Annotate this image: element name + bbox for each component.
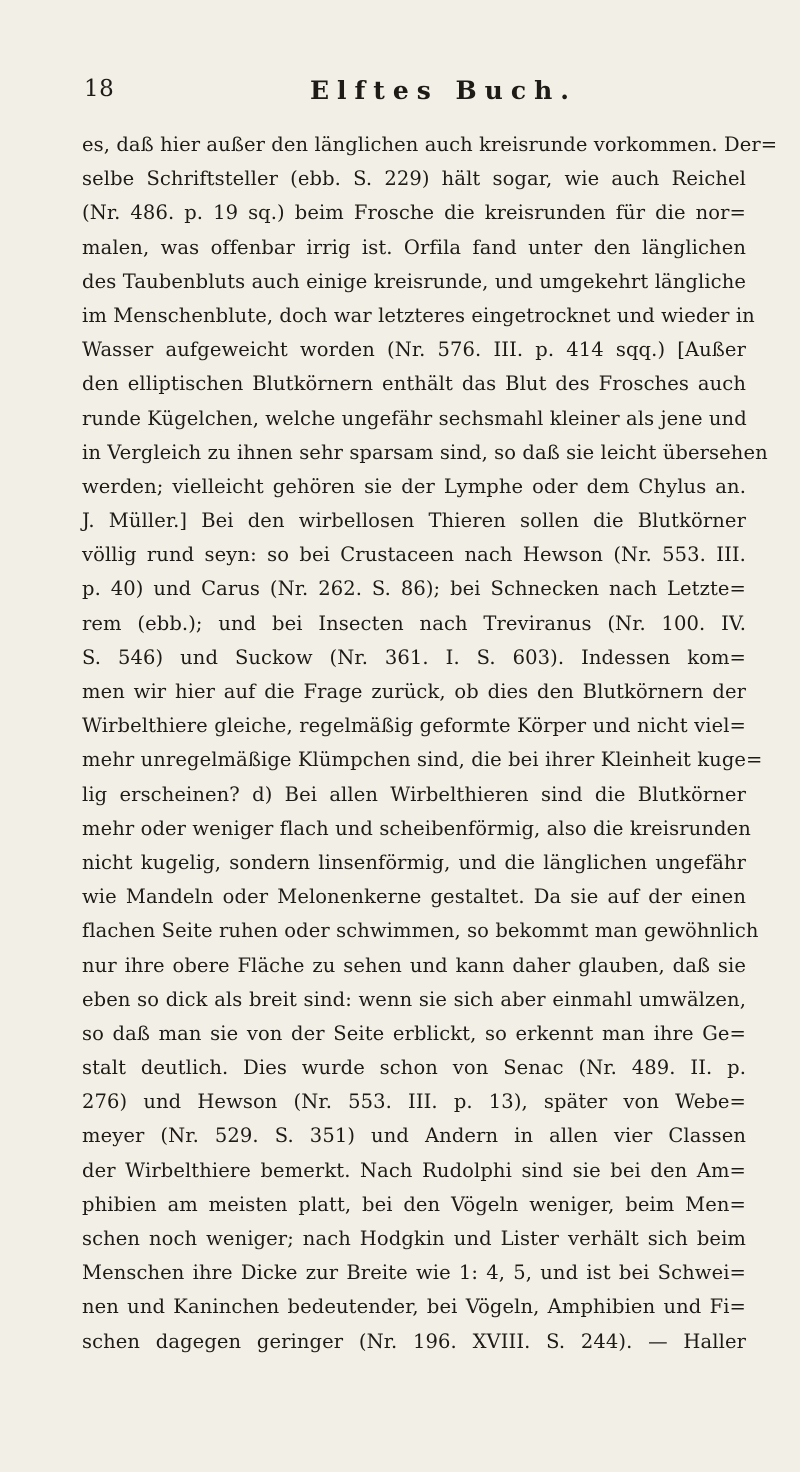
text-line: flachen Seite ruhen oder schwimmen, so bekommt man gewöhnlich [82, 919, 759, 943]
text-line: S. 546) und Suckow (Nr. 361. I. S. 603). Indessen kom= [82, 645, 746, 669]
running-title: Elftes Buch. [310, 76, 577, 105]
text-line: 276) und Hewson (Nr. 553. III. p. 13), später von Webe= [82, 1090, 746, 1114]
text-line: des Taubenbluts auch einige kreisrunde, und umgekehrt längliche [82, 269, 746, 293]
body-text [82, 128, 778, 1359]
text-line: Menschen ihre Dicke zur Breite wie 1: 4, 5, und ist bei Schwei= [82, 1261, 746, 1285]
text-line: stalt deutlich. Dies wurde schon von Senac (Nr. 489. II. p. [82, 1056, 746, 1080]
text-line: phibien am meisten platt, bei den Vögeln weniger, beim Men= [82, 1192, 746, 1216]
text-line: mehr unregelmäßige Klümpchen sind, die bei ihrer Kleinheit kuge= [82, 748, 763, 772]
text-line: mehr oder weniger flach und scheibenförmig, also die kreisrunden [82, 816, 751, 840]
text-line: men wir hier auf die Frage zurück, ob dies den Blutkörnern der [82, 680, 746, 703]
text-line: meyer (Nr. 529. S. 351) und Andern in allen vier Classen [82, 1124, 746, 1148]
text-line: p. 40) und Carus (Nr. 262. S. 86); bei Schnecken nach Letzte= [82, 577, 746, 601]
page-header [84, 76, 742, 110]
text-line: runde Kügelchen, welche ungefähr sechsmahl kleiner als jene und [82, 406, 747, 430]
text-line: J. Müller.] Bei den wirbellosen Thieren sollen die Blutkörner [82, 509, 746, 533]
text-line: nur ihre obere Fläche zu sehen und kann daher glauben, daß sie [82, 953, 746, 977]
text-line: den elliptischen Blutkörnern enthält das Blut des Frosches auch [82, 372, 746, 396]
text-line: eben so dick als breit sind: wenn sie sich aber einmahl umwälzen, [82, 987, 746, 1011]
text-line: völlig rund seyn: so bei Crustaceen nach Hewson (Nr. 553. III. [82, 543, 746, 567]
text-line: (Nr. 486. p. 19 sq.) beim Frosche die kreisrunden für die nor= [82, 201, 746, 225]
text-line: wie Mandeln oder Melonenkerne gestaltet. Da sie auf der einen [82, 885, 746, 909]
text-line: in Vergleich zu ihnen sehr sparsam sind, so daß sie leicht übersehen [82, 440, 768, 464]
text-line: Wasser aufgeweicht worden (Nr. 576. III. p. 414 sqq.) [Außer [82, 338, 746, 362]
text-line: Wirbelthiere gleiche, regelmäßig geformte Körper und nicht viel= [82, 714, 746, 738]
text-line: rem (ebb.); und bei Insecten nach Treviranus (Nr. 100. IV. [82, 611, 746, 635]
text-line: es, daß hier außer den länglichen auch kreisrunde vorkommen. Der= [82, 133, 778, 156]
text-line: nen und Kaninchen bedeutender, bei Vögeln, Amphibien und Fi= [82, 1295, 746, 1319]
text-line: lig erscheinen? d) Bei allen Wirbelthieren sind die Blutkörner [82, 782, 746, 806]
text-line: malen, was offenbar irrig ist. Orfila fand unter den länglichen [82, 235, 746, 259]
text-line: nicht kugelig, sondern linsenförmig, und die länglichen ungefähr [82, 850, 746, 874]
page-number: 18 [84, 76, 115, 102]
text-line: im Menschenblute, doch war letzteres eingetrocknet und wieder in [82, 303, 755, 327]
text-line: schen noch weniger; nach Hodgkin und Lister verhält sich beim [82, 1227, 746, 1250]
text-line: werden; vielleicht gehören sie der Lymphe oder dem Chylus an. [82, 474, 746, 498]
text-line: selbe Schriftsteller (ebb. S. 229) hält sogar, wie auch Reichel [82, 167, 746, 191]
text-line: schen dagegen geringer (Nr. 196. XVIII. S. 244). — Haller [82, 1329, 746, 1353]
text-line: so daß man sie von der Seite erblickt, so erkennt man ihre Ge= [82, 1021, 746, 1045]
text-line: der Wirbelthiere bemerkt. Nach Rudolphi sind sie bei den Am= [82, 1158, 746, 1182]
